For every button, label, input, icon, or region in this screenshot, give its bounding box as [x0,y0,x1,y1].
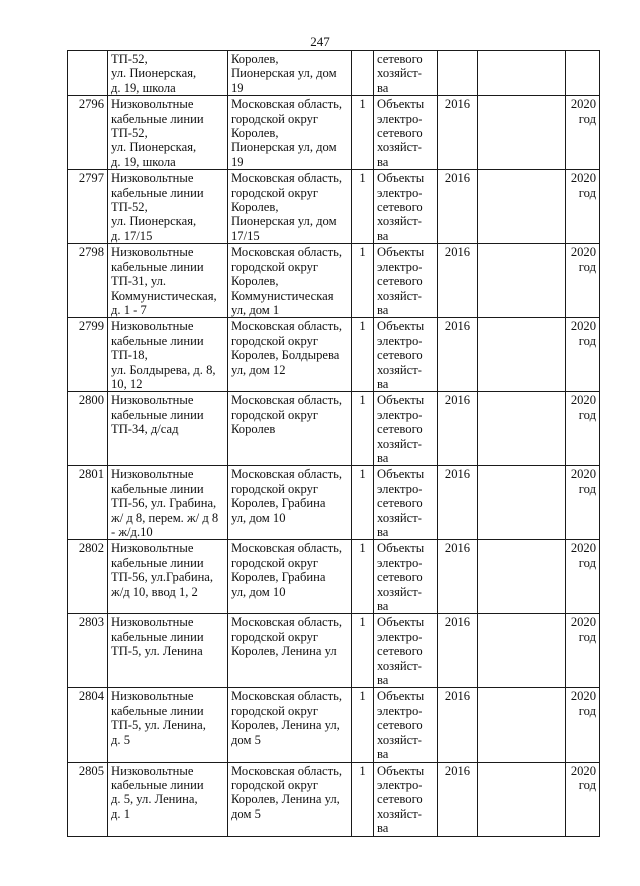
table-row [68,318,600,392]
cell-category: сетевого хозяйст- ва [374,51,438,96]
table-row [68,614,600,688]
cell-blank [478,540,566,614]
cell-blank [478,170,566,244]
cell-category: Объекты электро- сетевого хозяйст- ва [374,614,438,688]
cell-blank [478,392,566,466]
cell-year: 2016 [438,688,478,762]
cell-deadline: 2020 год [566,170,600,244]
cell-number: 2797 [68,170,108,244]
cell-address: Московская область, городской округ Королев, Ленина ул [228,614,352,688]
cell-address: Московская область, городской округ Королев, Грабина ул, дом 10 [228,540,352,614]
cell-name: Низковольтные кабельные линии ТП-5, ул. Ленина [108,614,228,688]
cell-quantity: 1 [352,614,374,688]
cell-name: Низковольтные кабельные линии ТП-18, ул. Болдырева, д. 8, 10, 12 [108,318,228,392]
cell-address: Московская область, городской округ Королев, Ленина ул, дом 5 [228,762,352,836]
cell-number: 2800 [68,392,108,466]
cell-address: Московская область, городской округ Королев [228,392,352,466]
cell-year: 2016 [438,614,478,688]
cell-deadline: 2020 год [566,540,600,614]
cell-blank [478,614,566,688]
table-row [68,762,600,836]
table-row [68,244,600,318]
cell-blank [478,466,566,540]
registry-table-body [68,51,600,837]
table-row [68,170,600,244]
cell-deadline: 2020 год [566,688,600,762]
cell-address: Королев, Пионерская ул, дом 19 [228,51,352,96]
cell-number: 2801 [68,466,108,540]
continuation-row [68,51,600,96]
table-row [68,466,600,540]
cell-blank [478,96,566,170]
cell-name: Низковольтные кабельные линии д. 5, ул. Ленина, д. 1 [108,762,228,836]
cell-name: Низковольтные кабельные линии ТП-56, ул. Грабина, ж/ д 8, перем. ж/ д 8 - ж/д.10 [108,466,228,540]
cell-number: 2798 [68,244,108,318]
registry-table [67,50,600,837]
table-row [68,392,600,466]
cell-deadline: 2020 год [566,318,600,392]
cell-blank [478,318,566,392]
cell-quantity: 1 [352,392,374,466]
cell-category: Объекты электро- сетевого хозяйст- ва [374,688,438,762]
cell-address: Московская область, городской округ Королев, Коммунистическая ул, дом 1 [228,244,352,318]
cell-deadline: 2020 год [566,466,600,540]
cell-name: Низковольтные кабельные линии ТП-52, ул. Пионерская, д. 17/15 [108,170,228,244]
cell-category: Объекты электро- сетевого хозяйст- ва [374,96,438,170]
cell-year: 2016 [438,96,478,170]
cell-quantity: 1 [352,96,374,170]
cell-year: 2016 [438,466,478,540]
cell-deadline: 2020 год [566,96,600,170]
cell-category: Объекты электро- сетевого хозяйст- ва [374,540,438,614]
cell-address: Московская область, городской округ Королев, Ленина ул, дом 5 [228,688,352,762]
cell-category: Объекты электро- сетевого хозяйст- ва [374,170,438,244]
cell-year: 2016 [438,318,478,392]
cell-quantity: 1 [352,540,374,614]
cell-year: 2016 [438,762,478,836]
cell-quantity: 1 [352,688,374,762]
cell-category: Объекты электро- сетевого хозяйст- ва [374,318,438,392]
cell-category: Объекты электро- сетевого хозяйст- ва [374,762,438,836]
cell-quantity: 1 [352,318,374,392]
table-row [68,96,600,170]
cell-quantity: 1 [352,244,374,318]
cell-address: Московская область, городской округ Королев, Пионерская ул, дом 19 [228,96,352,170]
cell-year [438,51,478,96]
cell-category: Объекты электро- сетевого хозяйст- ва [374,392,438,466]
cell-name: Низковольтные кабельные линии ТП-5, ул. Ленина, д. 5 [108,688,228,762]
cell-name: Низковольтные кабельные линии ТП-52, ул. Пионерская, д. 19, школа [108,96,228,170]
cell-number: 2799 [68,318,108,392]
cell-deadline [566,51,600,96]
cell-address: Московская область, городской округ Королев, Болдырева ул, дом 12 [228,318,352,392]
cell-blank [478,762,566,836]
cell-name: ТП-52, ул. Пионерская, д. 19, школа [108,51,228,96]
cell-number: 2796 [68,96,108,170]
cell-blank [478,688,566,762]
cell-blank [478,51,566,96]
cell-name: Низковольтные кабельные линии ТП-56, ул.Грабина, ж/д 10, ввод 1, 2 [108,540,228,614]
cell-address: Московская область, городской округ Королев, Грабина ул, дом 10 [228,466,352,540]
cell-quantity: 1 [352,466,374,540]
cell-number: 2802 [68,540,108,614]
cell-quantity: 1 [352,170,374,244]
table-row [68,688,600,762]
cell-name: Низковольтные кабельные линии ТП-31, ул. Коммунистическая, д. 1 - 7 [108,244,228,318]
cell-deadline: 2020 год [566,392,600,466]
cell-blank [478,244,566,318]
cell-deadline: 2020 год [566,614,600,688]
cell-category: Объекты электро- сетевого хозяйст- ва [374,244,438,318]
cell-year: 2016 [438,392,478,466]
cell-number: 2803 [68,614,108,688]
cell-address: Московская область, городской округ Королев, Пионерская ул, дом 17/15 [228,170,352,244]
cell-deadline: 2020 год [566,244,600,318]
cell-number: 2804 [68,688,108,762]
cell-year: 2016 [438,170,478,244]
cell-year: 2016 [438,540,478,614]
cell-name: Низковольтные кабельные линии ТП-34, д/сад [108,392,228,466]
page-number: 247 [310,34,330,49]
cell-deadline: 2020 год [566,762,600,836]
cell-category: Объекты электро- сетевого хозяйст- ва [374,466,438,540]
cell-quantity [352,51,374,96]
cell-number [68,51,108,96]
cell-quantity: 1 [352,762,374,836]
table-row [68,540,600,614]
cell-number: 2805 [68,762,108,836]
cell-year: 2016 [438,244,478,318]
